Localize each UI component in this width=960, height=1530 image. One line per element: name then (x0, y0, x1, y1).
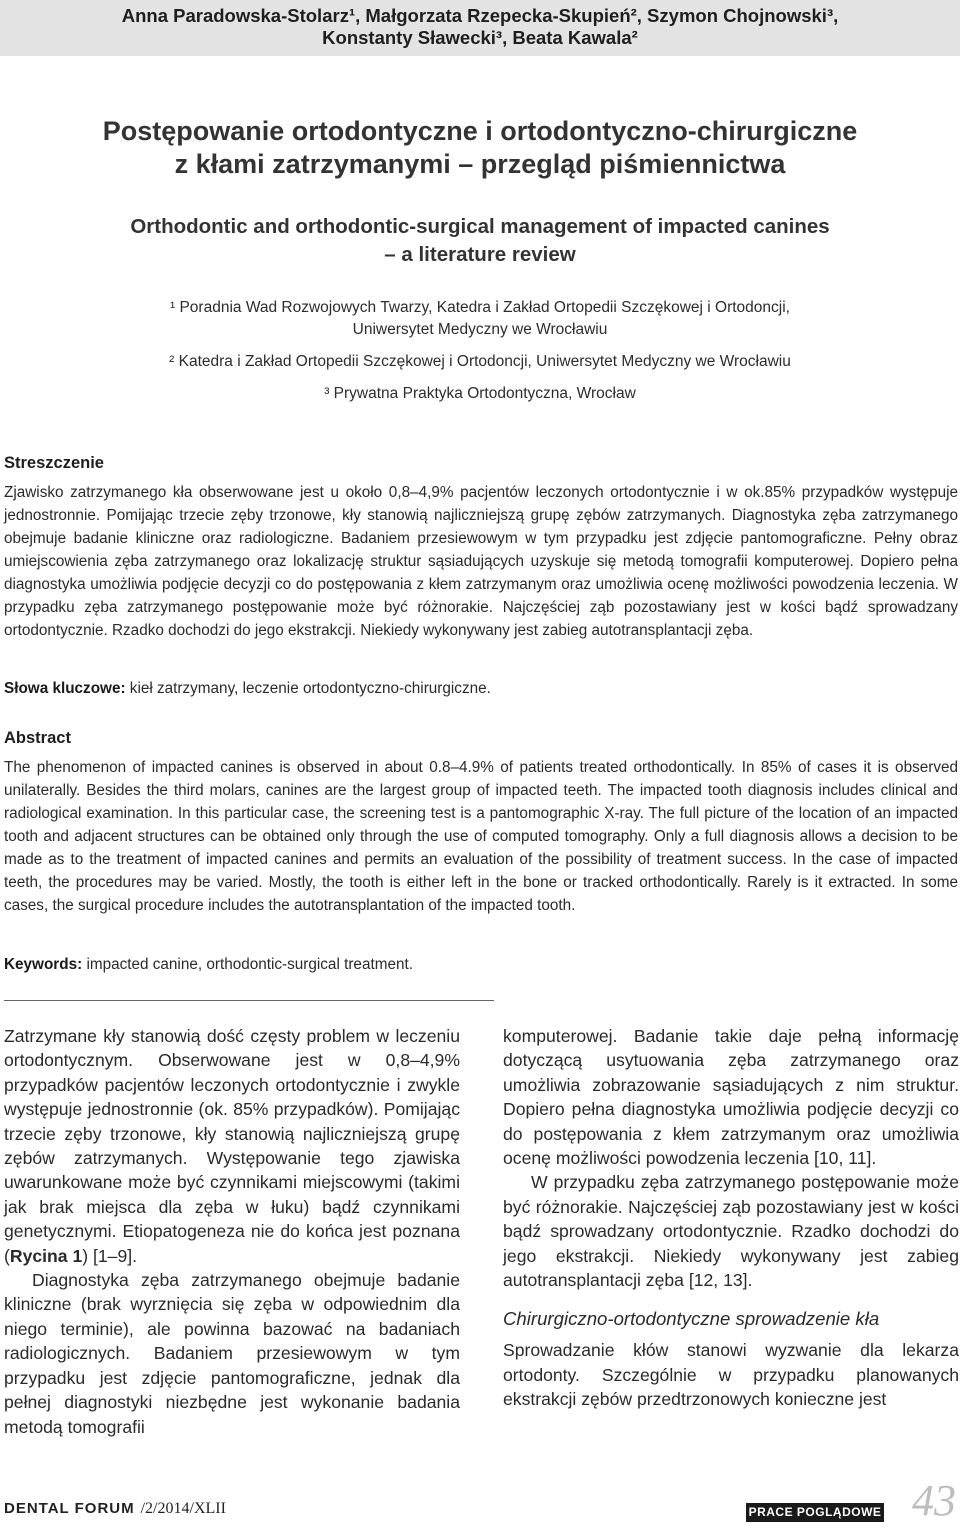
body-paragraph (4, 1024, 460, 1268)
affiliation-1 (20, 297, 940, 341)
keywords-english-label: Keywords: (4, 956, 83, 973)
affiliation-2: ² Katedra i Zakład Ortopedii Szczękowej i Ortodoncji, Uniwersytet Medyczny we Wrocławiu (169, 353, 791, 370)
footer-journal (4, 1500, 226, 1524)
title-english-line-1: Orthodontic and orthodontic-surgical management of impacted canines (130, 215, 830, 238)
body-paragraph: W przypadku zęba zatrzymanego postępowanie może być różnorakie. Najczęściej ząb pozostawiany jest w kości bądź sprowadzany ortodontycznie. Rzadko dochodzi do jego ekstrakcji. Niekiedy wykonywany jest zabieg autotransplantacji zęba [12, 13]. (503, 1172, 959, 1291)
title-polish-line-1: Postępowanie ortodontyczne i ortodontyczno-chirurgiczne (102, 116, 858, 146)
title-english (20, 213, 940, 269)
author-band (0, 0, 960, 56)
body-paragraph: Sprowadzanie kłów stanowi wyzwanie dla lekarza ortodonty. Szczególnie w przypadku planowanych ekstrakcji zębów przedtrzonowych konieczne jest (503, 1340, 959, 1410)
body-paragraph: Diagnostyka zęba zatrzymanego obejmuje badanie kliniczne (brak wyrznięcia się zęba w odpowiednim dla niego terminie), ale powinna bazować na badaniach radiologicznych. Badaniem przesiewowym w tym przypadku jest zdjęcie pantomograficzne, jednak dla pełnej diagnostyki niezbędne jest wykonanie badania metodą tomografii (4, 1270, 460, 1437)
section-subheading: Chirurgiczno-ortodontyczne sprowadzenie kła (503, 1308, 880, 1330)
title-polish-line-2: z kłami zatrzymanymi – przegląd piśmiennictwa (174, 149, 786, 179)
affiliation-1-line-1: ¹ Poradnia Wad Rozwojowych Twarzy, Katedra i Zakład Ortopedii Szczękowej i Ortodoncji, (170, 299, 790, 316)
body-text: ) [1–9]. (82, 1245, 138, 1266)
keywords-polish-value: kieł zatrzymany, leczenie ortodontyczno-chirurgiczne. (125, 680, 491, 697)
abstract-heading: Abstract (4, 729, 71, 747)
section-divider (4, 1000, 494, 1001)
journal-issue: /2/2014/XLII (140, 1500, 226, 1517)
body-paragraph: komputerowej. Badanie takie daje pełną informację dotyczącą usytuowania zęba zatrzymanego oraz umożliwia zobrazowanie sąsiadujących z nim struktur. Dopiero pełna diagnostyka umożliwia podjęcie decyzji co do postępowania z kłem zatrzymanym oraz umożliwia ocenę możliwości powodzenia leczenia [10, 11]. (503, 1026, 959, 1169)
abstract-text: The phenomenon of impacted canines is observed in about 0.8–4.9% of patients treated orthodontically. In 85% of cases it is observed unilaterally. Besides the third molars, canines are the largest group of impacted teeth. The impacted tooth diagnosis includes clinical and radiological examination. In this particular case, the screening test is a pantomographic X-ray. The full picture of the location of an impacted tooth and adjacent structures can be obtained only through the use of computed tomography. Only a full diagnosis allows a decision to be made as to the treatment of impacted canines and permits an evaluation of the possibility of treatment success. In the case of impacted teeth, the procedures may be varied. Mostly, the tooth is either left in the bone or tracked orthodontically. Rarely is it extracted. In some cases, the surgical procedure includes the autotransplantation of the impacted tooth. (4, 759, 958, 914)
authors-line-2: Konstanty Sławecki³, Beata Kawala² (322, 27, 638, 48)
body-column-left (4, 1024, 460, 1439)
section-badge: PRACE POGLĄDOWE (746, 1503, 884, 1522)
page-number: 43 (912, 1476, 956, 1525)
keywords-english-value: impacted canine, orthodontic-surgical treatment. (82, 956, 413, 973)
affiliation-1-line-2: Uniwersytet Medyczny we Wrocławiu (352, 321, 608, 338)
keywords-polish-label: Słowa kluczowe: (4, 680, 126, 697)
authors-line-1: Anna Paradowska-Stolarz¹, Małgorzata Rzepecka-Skupień², Szymon Chojnowski³, (121, 5, 839, 26)
body-text: Zatrzymane kły stanowią dość częsty problem w leczeniu ortodontycznym. Obserwowane jest w 0,8–4,9% przypadków pacjentów leczonych ortodontycznie i zwykle występuje jednostronnie (ok. 85% przypadków). Pomijając trzecie zęby trzonowe, kły stanowią najliczniejszą grupę zębów zatrzymanych. Występowanie tego zjawiska uwarunkowane może być czynnikami miejscowymi (takimi jak brak miejsca dla zęba w łuku) bądź czynnikami genetycznymi. Etiopatogeneza nie do końca jest poznana ( (4, 1026, 460, 1266)
streszczenie-text: Zjawisko zatrzymanego kła obserwowane jest u około 0,8–4,9% pacjentów leczonych ortodontycznie i w ok.85% przypadków występuje jednostronnie. Pomijając trzecie zęby trzonowe, kły stanowią najliczniejszą grupę zębów zatrzymanych. Diagnostyka zęba zatrzymanego obejmuje badanie kliniczne oraz radiologiczne. Badaniem przesiewowym w tym przypadku jest zdjęcie pantomograficzne. Pełny obraz umiejscowienia zęba zatrzymanego oraz lokalizację struktur sąsiadujących uzyskuje się metodą tomografii komputerowej. Dopiero pełna diagnostyka umożliwia podjęcie decyzji co do postępowania z kłem zatrzymanym oraz umożliwia ocenę możliwości powodzenia leczenia. W przypadku zęba zatrzymanego postępowanie może być różnorakie. Najczęściej ząb pozostawiany jest w kości bądź sprowadzany ortodontycznie. Rzadko dochodzi do jego ekstrakcji. Niekiedy wykonywany jest zabieg autotransplantacji zęba. (4, 484, 958, 639)
title-polish (20, 115, 940, 181)
keywords-polish (4, 678, 958, 700)
streszczenie-heading: Streszczenie (4, 454, 104, 472)
body-column-right (503, 1024, 959, 1412)
journal-name: DENTAL FORUM (4, 1500, 135, 1517)
affiliation-3: ³ Prywatna Praktyka Ortodontyczna, Wrocław (324, 385, 636, 402)
title-english-line-2: – a literature review (384, 243, 576, 266)
keywords-english (4, 954, 958, 976)
figure-reference: Rycina 1 (9, 1245, 83, 1266)
